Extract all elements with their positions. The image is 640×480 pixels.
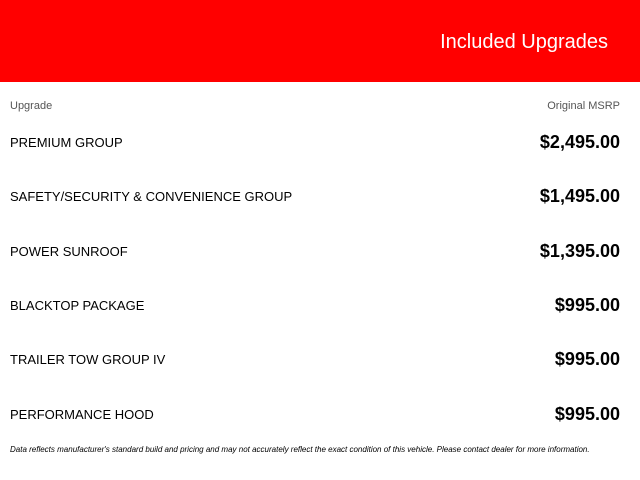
table-row bbox=[0, 345, 640, 375]
upgrade-price: $995.00 bbox=[554, 295, 620, 315]
table-row bbox=[0, 400, 640, 430]
upgrade-price: $1,495.00 bbox=[539, 186, 620, 206]
disclaimer-text: Data reflects manufacturer's standard build and pricing and may not accurately reflect the exact condition of this vehicle. Please contact dealer for more information. bbox=[10, 445, 590, 454]
upgrade-name: POWER SUNROOF bbox=[10, 244, 128, 259]
upgrade-name: BLACKTOP PACKAGE bbox=[10, 298, 145, 313]
upgrade-price: $1,395.00 bbox=[539, 241, 620, 261]
column-header-upgrade: Upgrade bbox=[10, 100, 53, 112]
upgrade-name: PREMIUM GROUP bbox=[10, 135, 123, 150]
table-row bbox=[0, 291, 640, 321]
upgrade-name: PERFORMANCE HOOD bbox=[10, 407, 154, 422]
header-banner bbox=[0, 0, 640, 82]
upgrade-name: TRAILER TOW GROUP IV bbox=[10, 352, 166, 367]
page-title: Included Upgrades bbox=[440, 31, 608, 53]
column-header-msrp: Original MSRP bbox=[547, 100, 620, 112]
upgrade-price: $995.00 bbox=[554, 349, 620, 369]
upgrade-price: $995.00 bbox=[554, 404, 620, 424]
upgrade-price: $2,495.00 bbox=[539, 132, 620, 152]
table-row bbox=[0, 237, 640, 267]
table-row bbox=[0, 128, 640, 158]
table-row bbox=[0, 182, 640, 212]
upgrade-name: SAFETY/SECURITY & CONVENIENCE GROUP bbox=[10, 189, 293, 204]
